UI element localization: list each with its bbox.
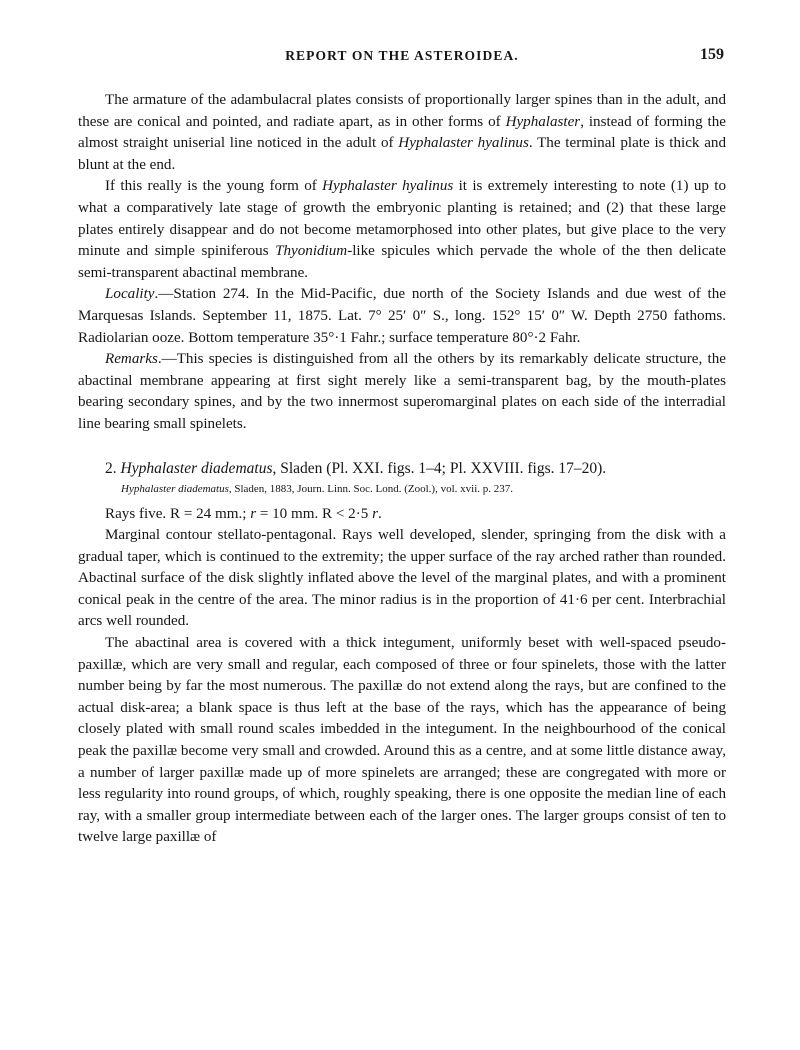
symbol-r: r bbox=[250, 505, 257, 522]
text-run: = 10 mm. R < 2·5 bbox=[256, 505, 373, 522]
paragraph-abactinal-area: The abactinal area is covered with a thick integument, uniformly beset with well-spaced pseudo-paxillæ, which are very small and regular, each composed of three or four spinelets, those with the latter number being by far the most numerous. The paxillæ do not extend along the rays, but are confined to the actual disk-area; a blank space is thus left at the base of the rays, which has the appearance of being closely plated with small round scales imbedded in the integument. In the neighbourhood of the conical peak the paxillæ become very small and crowded. Around this as a centre, and at some little distance away, a number of larger paxillæ made up of more spinelets are arranged; these are congregated with more or less regularity into round groups, of which, roughly speaking, there is one opposite the median line of each ray, with a smaller group intermediate between each of the larger ones. The larger groups consist of ten to twelve large paxillæ of bbox=[78, 635, 726, 846]
genus-name: Hyphalaster bbox=[505, 113, 581, 130]
text-run: The armature of the adambulacral plates consists of proportionally larger spines than in the adult, and these are conical and pointed, and radiate apart, as in other forms of bbox=[78, 92, 726, 130]
text-run: , instead of forming the almost straight uniserial line noticed in the adult of bbox=[78, 113, 726, 152]
paragraph-adambulacral-armature bbox=[78, 90, 726, 176]
paragraph-locality bbox=[78, 284, 726, 349]
synonymy-reference bbox=[121, 480, 726, 498]
remarks-label: Remarks bbox=[105, 351, 158, 368]
locality-label: Locality bbox=[105, 286, 155, 303]
species-name: Hyphalaster hyalinus bbox=[398, 135, 529, 152]
species-name: Hyphalaster diadematus bbox=[120, 459, 273, 477]
text-run: .—This species is distinguished from all the others by its remarkably delicate structure, the abactinal membrane appearing at first sight merely like a semi-transparent bag, by the mouth-plates bearing secondary spines, and by the two innermost superomarginal plates on each side of the interradial line bearing small spinelets. bbox=[78, 351, 726, 432]
species-name: Hyphalaster hyalinus bbox=[322, 178, 454, 195]
page-number: 159 bbox=[700, 46, 724, 63]
text-run: , Sladen (Pl. XXI. figs. 1–4; Pl. XXVIII. figs. 17–20). bbox=[272, 459, 607, 477]
species-number: 2. bbox=[105, 459, 121, 477]
species-name: Hyphalaster diadematus bbox=[121, 482, 229, 495]
running-head: REPORT ON THE ASTEROIDEA. bbox=[285, 48, 519, 63]
paragraph-young-form bbox=[78, 176, 726, 284]
text-run: . The terminal plate is thick and blunt at the end. bbox=[78, 135, 726, 173]
text-run: it is extremely interesting to note (1) up to what a comparatively late stage of growth the embryonic planting is retained; and (2) that these large plates entirely disappear and do not become metamorphosed into other plates, but give place to the very minute and simple spiniferous bbox=[78, 178, 727, 260]
text-run: -like spicules which pervade the whole of the then delicate semi-transparent abactinal membrane. bbox=[78, 243, 726, 281]
paragraph-remarks bbox=[78, 349, 726, 435]
text-run: If this really is the young form of bbox=[105, 178, 323, 195]
text-run: . bbox=[377, 505, 382, 522]
genus-name: Thyonidium bbox=[275, 243, 348, 260]
text-run: Rays five. R = 24 mm.; bbox=[105, 505, 251, 522]
paragraph-rays bbox=[78, 504, 726, 526]
body-text bbox=[78, 90, 726, 849]
text-run: .—Station 274. In the Mid-Pacific, due north of the Society Islands and due west of the Marquesas Islands. September 11, 1875. Lat. 7° 25′ 0″ S., long. 152° 15′ 0″ W. Depth 2750 fathoms. Radiolarian ooze. Bottom temperature 35°·1 Fahr.; surface temperature 80°·2 Fahr. bbox=[78, 286, 726, 346]
page-header bbox=[78, 48, 726, 70]
paragraph-marginal-contour: Marginal contour stellato-pentagonal. Rays well developed, slender, springing from the disk with a gradual taper, which is continued to the extremity; the upper surface of the ray arched rather than rounded. Abactinal surface of the disk slightly inflated above the level of the marginal plates, and with a prominent conical peak in the centre of the area. The minor radius is in the proportion of 41·6 per cent. Interbrachial arcs well rounded. bbox=[78, 527, 726, 630]
text-run: , Sladen, 1883, Journ. Linn. Soc. Lond. (Zool.), vol. xvii. p. 237. bbox=[228, 482, 514, 495]
species-heading bbox=[78, 458, 726, 480]
symbol-r: r bbox=[372, 505, 378, 522]
